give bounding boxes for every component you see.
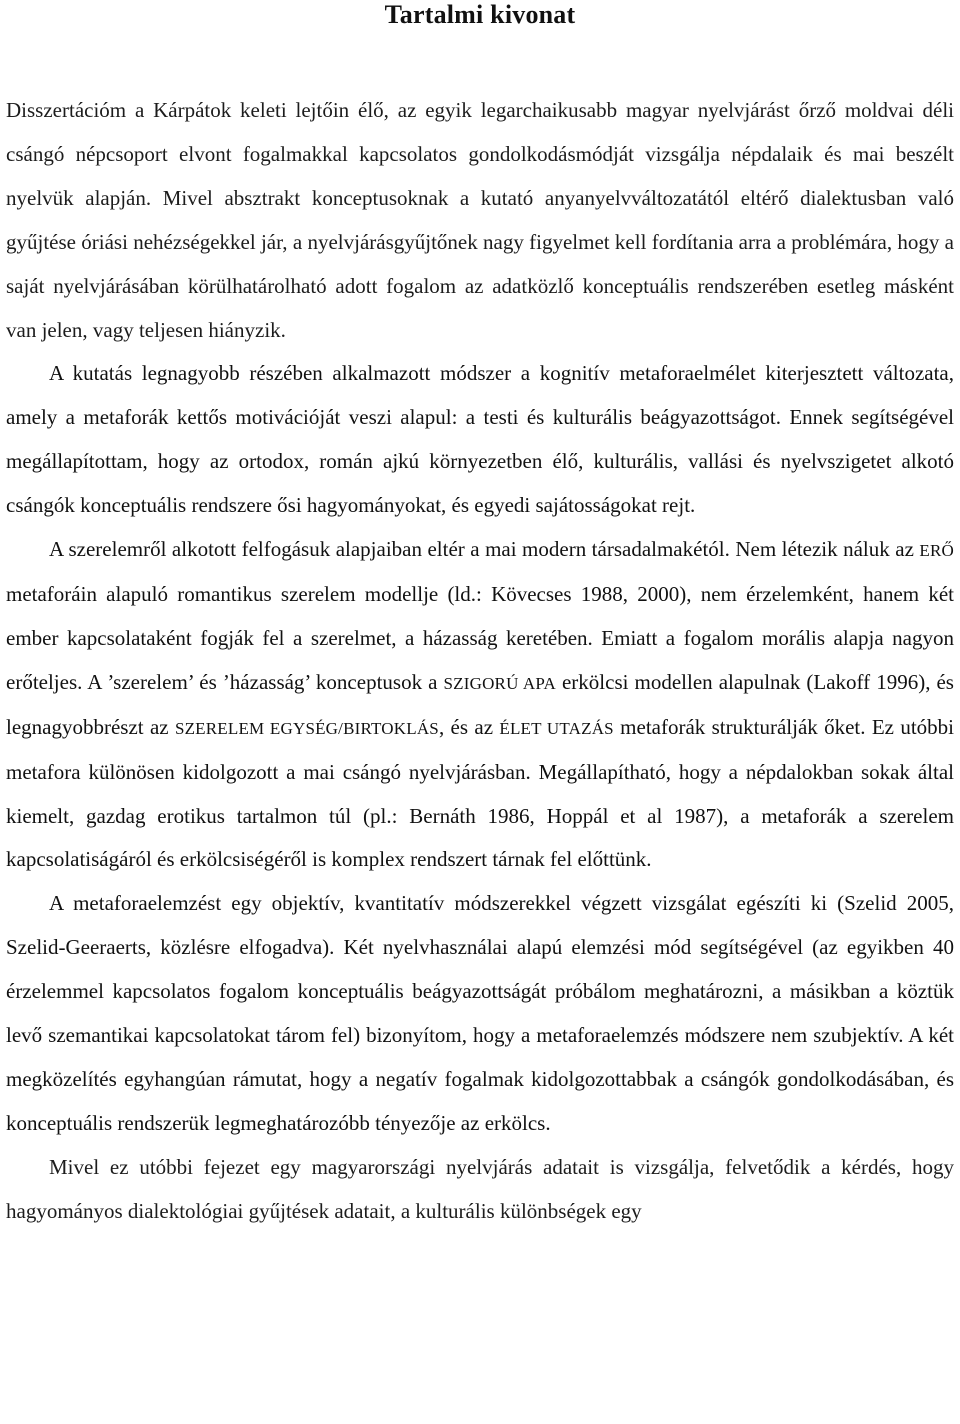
metaphor-szigoru-apa: SZIGORÚ APA: [443, 673, 556, 693]
document-body: [6, 89, 954, 1234]
paragraph-3-text-c: erkölcsi modellen alapulnak (Lakoff 1996), és legnagyobbrészt az: [6, 669, 954, 739]
metaphor-szerelem-egyseg: SZERELEM EGYSÉG/BIRTOKLÁS: [174, 718, 439, 738]
paragraph-5: [6, 1146, 954, 1234]
paragraph-4: [6, 882, 954, 1145]
paragraph-5-text: Mivel ez utóbbi fejezet egy magyarországi nyelvjárás adatait is vizsgálja, felvetődik a kérdés, hogy hagyományos dialektológiai gyűjtések adatait, a kulturális különbségek egy: [6, 1154, 954, 1223]
paragraph-4-text: A metaforaelemzést egy objektív, kvantitatív módszerekkel végzett vizsgálat egészíti ki (Szelid 2005, Szelid-Geeraerts, közlésre elfogadva). Két nyelvhasználai alapú elemzési mód segítségével (az egyikben 40 érzelemmel kapcsolatos fogalom konceptuális beágyazottságát próbálom meghatározni, a másikban a köztük levő szemantikai kapcsolatokat tárom fel) bizonyítom, hogy a metaforaelemzés módszere nem szubjektív. A két megközelítés egyhangúan rámutat, hogy a negatív fogalmak kidolgozottabbak a csángók gondolkodásában, és konceptuális rendszerük legmeghatározóbb tényezője az erkölcs.: [6, 891, 954, 1135]
metaphor-ero: ERŐ: [919, 541, 954, 561]
paragraph-1-text: Disszertációm a Kárpátok keleti lejtőin élő, az egyik legarchaikusabb magyar nyelvjárást őrző moldvai déli csángó népcsoport elvont fogalmakkal kapcsolatos gondolkodásmódját vizsgálja népdalaik és mai beszélt nyelvük alapján. Mivel absztrakt konceptusoknak a kutató anyanyelvváltozatától eltérő dialektusban való gyűjtése óriási nehézségekkel jár, a nyelvjárásgyűjtőnek nagy figyelmet kell fordítania arra a problémára, hogy a saját nyelvjárásában körülhatárolható adott fogalom az adatközlő konceptuális rendszerében esetleg másként van jelen, vagy teljesen hiányzik.: [6, 98, 954, 342]
paragraph-3-text-d: , és az: [438, 714, 500, 739]
document-page: [6, 0, 954, 1234]
metaphor-elet-utazas: ÉLET UTAZÁS: [499, 718, 614, 738]
paragraph-3: [6, 528, 954, 882]
document-title: Tartalmi kivonat: [384, 0, 576, 29]
paragraph-3-text-e: metaforák strukturálják őket. Ez utóbbi metafora különösen kidolgozott a mai csángó nyelvjárásban. Megállapítható, hogy a népdalokban sokak által kiemelt, gazdag erotikus tartalmon túl (pl.: Bernáth 1986, Hoppál et al 1987), a metaforák a szerelem kapcsolatiságáról és erkölcsiségéről is komplex rendszert tárnak fel előttünk.: [6, 714, 954, 872]
paragraph-2-text: A kutatás legnagyobb részében alkalmazott módszer a kognitív metaforaelmélet kiterjesztett változata, amely a metaforák kettős motivációját veszi alapul: a testi és kulturális beágyazottságot. Ennek segítségével megállapítottam, hogy az ortodox, román ajkú környezetben élő, kulturális, vallási és nyelvszigetet alkotó csángók konceptuális rendszere ősi hagyományokat, és egyedi sajátosságokat rejt.: [6, 361, 954, 518]
paragraph-2: [6, 352, 954, 528]
paragraph-1: [6, 89, 954, 352]
paragraph-3-text-a: A szerelemről alkotott felfogásuk alapjaiban eltér a mai modern társadalmakétól. Nem létezik náluk az: [49, 537, 920, 562]
paragraph-3-text-b: metaforáin alapuló romantikus szerelem modellje (ld.: Kövecses 1988, 2000), nem érzelemként, hanem két ember kapcsolataként fogják fel a szerelmet, a házasság keretében. Emiatt a fogalom morális alapja nagyon erőteljes. A ’szerelem’ és ’házasság’ konceptusok a: [6, 581, 954, 694]
